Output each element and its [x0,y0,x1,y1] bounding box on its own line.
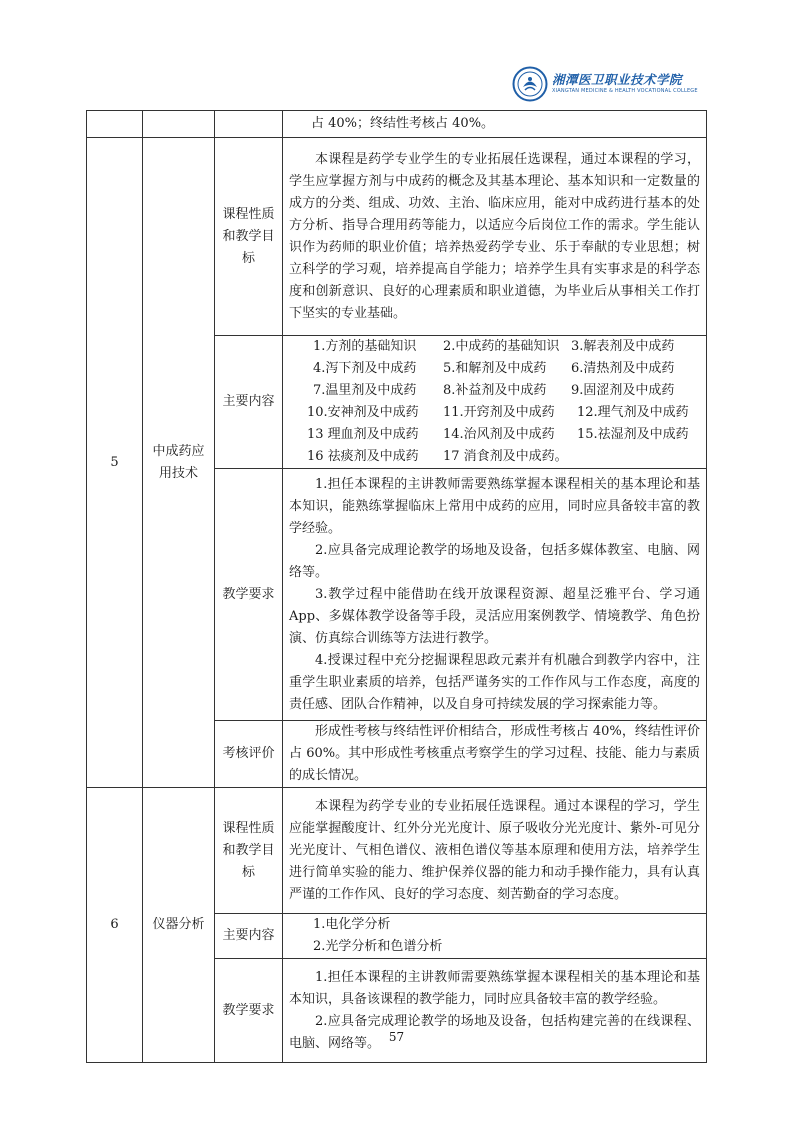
page-number: 57 [388,1030,405,1044]
nature-label: 课程性质和教学目标 [215,138,283,336]
list-item: 2.光学分析和色谱分析 [313,939,443,954]
teaching-text [283,469,707,721]
nature-text: 本课程是药学专业学生的专业拓展任选课程，通过本课程的学习，学生应掌握方剂与中成药的概念及其基本理论、基本知识和一定数量的成方的分类、组成、功效、主治、临床应用，能对中成药进行基本的处方分析、指导合理用药等能力，以适应今后岗位工作的需求。学生能认识作为药师的职业价值；培养热爱药学专业、乐于奉献的专业思想；树立科学的学习观，培养提高自学能力；培养学生具有实事求是的科学态度和创新意识、良好的心理素质和职业道德，为毕业后从事相关工作打下坚实的专业基础。 [283,138,707,336]
course-name: 中成药应用技术 [143,138,215,788]
course-number: 6 [87,788,143,1063]
table-row [87,111,707,138]
teaching-text [283,959,707,1063]
college-logo [512,64,698,110]
list-item: 13 理血剂及中成药 14.治风剂及中成药 15.祛湿剂及中成药 [307,427,689,442]
content-list [283,914,707,959]
list-item: 16 祛痰剂及中成药 17 消食剂及中成药。 [307,449,568,464]
logo-chinese-name: 湘潭医卫职业技术学院 [552,72,683,87]
paragraph: 3.教学过程中能借助在线开放课程资源、超星泛雅平台、学习通 App、多媒体教学设备等手段，灵活应用案例教学、情境教学、角色扮演、仿真综合训练等方法进行教学。 [289,586,700,646]
content-label: 主要内容 [215,336,283,469]
assessment-text: 形成性考核与终结性评价相结合，形成性考核占 40%，终结性评价占 60%。其中形成性考核重点考察学生的学习过程、技能、能力与素质的成长情况。 [283,721,707,788]
paragraph: 2.应具备完成理论教学的场地及设备，包括多媒体教室、电脑、网络等。 [289,542,700,580]
nature-label: 课程性质和教学目标 [215,788,283,914]
paragraph: 4.授课过程中充分挖掘课程思政元素并有机融合到教学内容中，注重学生职业素质的培养，包括严谨务实的工作作风与工作态度，高度的责任感、团队合作精神，以及自身可持续发展的学习探索能力等。 [289,652,700,712]
list-item: 1.方剂的基础知识 2.中成药的基础知识 3.解表剂及中成药 [313,339,675,354]
logo-english-name: XIANGTAN MEDICINE & HEALTH VOCATIONAL COLLEGE [552,88,698,94]
table-row [87,788,707,914]
nature-text: 本课程为药学专业的专业拓展任选课程。通过本课程的学习，学生应能掌握酸度计、红外分光光度计、原子吸收分光光度计、紫外-可见分光光度计、气相色谱仪、液相色谱仪等基本原理和使用方法，培养学生进行简单实验的能力、维护保养仪器的能力和动手操作能力，具有认真严谨的工作作风、良好的学习态度、刻苦勤奋的学习态度。 [283,788,707,914]
content-label: 主要内容 [215,914,283,959]
continuation-text: 占 40%；终结性考核占 40%。 [283,111,707,138]
list-item: 1.电化学分析 [313,917,391,932]
teaching-label: 教学要求 [215,469,283,721]
table-row [87,138,707,336]
list-item: 7.温里剂及中成药 8.补益剂及中成药 9.固涩剂及中成药 [313,383,675,398]
course-table [86,110,707,1063]
list-item: 4.泻下剂及中成药 5.和解剂及中成药 6.清热剂及中成药 [313,361,675,376]
list-item: 10.安神剂及中成药 11.开窍剂及中成药 12.理气剂及中成药 [307,405,689,420]
assessment-label: 考核评价 [215,721,283,788]
college-emblem-icon [512,66,548,102]
content-list [283,336,707,469]
paragraph: 2.应具备完成理论教学的场地及设备，包括构建完善的在线课程、电脑、网络等。 [289,1013,700,1051]
teaching-label: 教学要求 [215,959,283,1063]
paragraph: 1.担任本课程的主讲教师需要熟练掌握本课程相关的基本理论和基本知识，能熟练掌握临床上常用中成药的应用，同时应具备较丰富的教学经验。 [289,476,700,536]
course-number: 5 [87,138,143,788]
paragraph: 1.担任本课程的主讲教师需要熟练掌握本课程相关的基本理论和基本知识，具备该课程的教学能力，同时应具备较丰富的教学经验。 [289,969,700,1007]
course-name: 仪器分析 [143,788,215,1063]
